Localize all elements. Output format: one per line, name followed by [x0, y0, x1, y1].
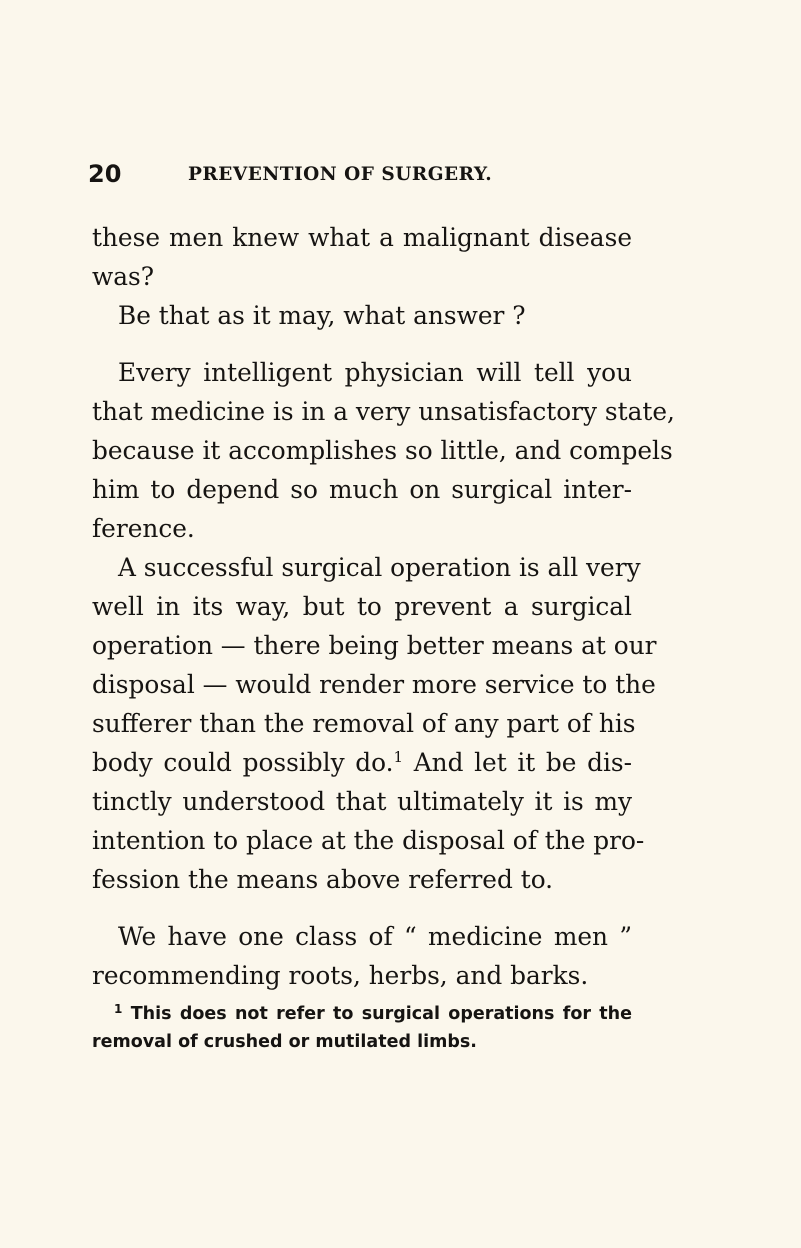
text-line: Every intelligent physician will tell you [118, 358, 632, 387]
text-line: well in its way, but to prevent a surgical [92, 592, 632, 621]
footnote-reference[interactable]: 1 [393, 748, 404, 766]
text-line: recommending roots, herbs, and barks. [92, 961, 589, 990]
footnote-text: This does not refer to surgical operations for the [130, 1004, 633, 1024]
text-line: ference. [92, 514, 195, 543]
footnote [92, 1000, 632, 1056]
footnote-line [92, 1000, 632, 1028]
footnote-marker: 1 [114, 1002, 123, 1016]
paragraph-4 [92, 548, 657, 899]
text-line: was? [92, 262, 155, 291]
text-segment: And let it be dis- [413, 748, 632, 777]
page-number: 20 [88, 160, 122, 188]
text-line: these men knew what a malignant disease [92, 223, 632, 252]
text-line: tinctly understood that ultimately it is my [92, 787, 632, 816]
paragraph-2 [92, 296, 632, 335]
text-line: intention to place at the disposal of the pro- [92, 826, 645, 855]
footnote-line: removal of crushed or mutilated limbs. [92, 1032, 477, 1052]
running-title: PREVENTION OF SURGERY. [188, 164, 493, 185]
text-line: A successful surgical operation is all very [118, 553, 641, 582]
text-segment: body could possibly do. [92, 748, 394, 777]
text-line: disposal — would render more service to the [92, 670, 656, 699]
text-line [92, 743, 632, 782]
paragraph-1 [92, 218, 632, 296]
text-line: him to depend so much on surgical inter- [92, 475, 632, 504]
text-line: because it accomplishes so little, and compels [92, 436, 673, 465]
paragraph-5 [92, 917, 632, 995]
text-line: Be that as it may, what answer ? [118, 301, 526, 330]
body-text [92, 218, 675, 995]
text-line: We have one class of “ medicine men ” [118, 922, 632, 951]
running-head [88, 160, 648, 196]
text-line: operation — there being better means at our [92, 631, 657, 660]
text-line: that medicine is in a very unsatisfactory state, [92, 397, 675, 426]
paragraph-3 [92, 353, 675, 548]
text-line: fession the means above referred to. [92, 865, 554, 894]
text-line: sufferer than the removal of any part of his [92, 709, 636, 738]
